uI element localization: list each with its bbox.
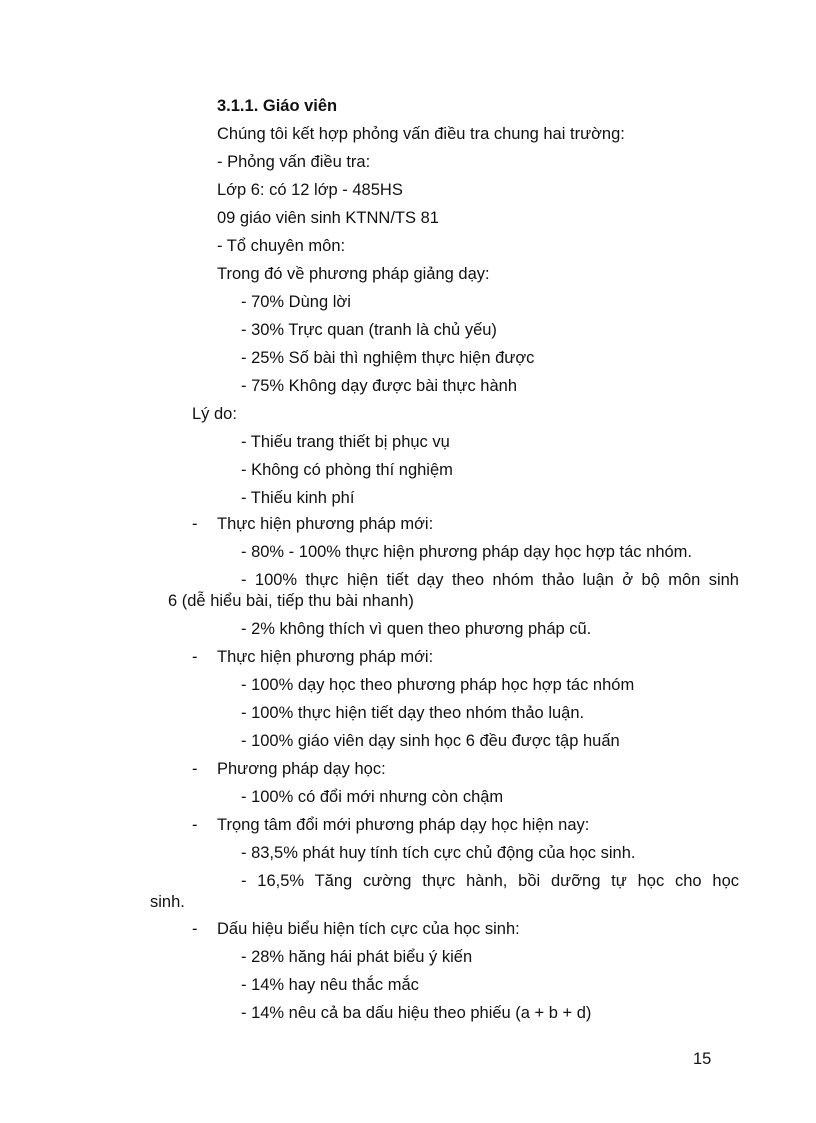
bullet-marker: - xyxy=(192,760,198,778)
reason-item: - Thiếu kinh phí xyxy=(241,489,355,507)
bullet-marker: - xyxy=(192,816,198,834)
list-item: - 2% không thích vì quen theo phương pháp cũ. xyxy=(241,620,592,638)
reason-label: Lý do: xyxy=(192,405,237,423)
method-item: - 75% Không dạy được bài thực hành xyxy=(241,377,517,395)
intro-line: Trong đó về phương pháp giảng dạy: xyxy=(217,265,490,283)
list-item: - 16,5% Tăng cường thực hành, bồi dưỡng tự học cho học xyxy=(241,872,739,890)
reason-item: - Không có phòng thí nghiệm xyxy=(241,461,453,479)
list-item: - 80% - 100% thực hiện phương pháp dạy học hợp tác nhóm. xyxy=(241,543,693,561)
list-item: - 28% hăng hái phát biểu ý kiến xyxy=(241,948,473,966)
method-item: - 25% Số bài thì nghiệm thực hiện được xyxy=(241,349,535,367)
list-item: - 100% dạy học theo phương pháp học hợp tác nhóm xyxy=(241,676,635,694)
list-item-continuation: 6 (dễ hiểu bài, tiếp thu bài nhanh) xyxy=(168,592,414,610)
intro-line: Chúng tôi kết hợp phỏng vấn điều tra chung hai trường: xyxy=(217,125,625,143)
list-item: - 100% giáo viên dạy sinh học 6 đều được tập huấn xyxy=(241,732,620,750)
section-title: Thực hiện phương pháp mới: xyxy=(217,515,434,533)
section-title: Phương pháp dạy học: xyxy=(217,760,386,778)
method-item: - 70% Dùng lời xyxy=(241,293,351,311)
list-item: - 100% có đổi mới nhưng còn chậm xyxy=(241,788,504,806)
section-heading: 3.1.1. Giáo viên xyxy=(217,97,338,115)
section-title: Trọng tâm đổi mới phương pháp dạy học hiện nay: xyxy=(217,816,590,834)
bullet-marker: - xyxy=(192,920,198,938)
list-item-continuation: sinh. xyxy=(150,893,185,911)
list-item: - 83,5% phát huy tính tích cực chủ động của học sinh. xyxy=(241,844,636,862)
section-title: Thực hiện phương pháp mới: xyxy=(217,648,434,666)
section-title: Dấu hiệu biểu hiện tích cực của học sinh: xyxy=(217,920,520,938)
method-item: - 30% Trực quan (tranh là chủ yếu) xyxy=(241,321,497,339)
reason-item: - Thiếu trang thiết bị phục vụ xyxy=(241,433,450,451)
list-item: - 14% nêu cả ba dấu hiệu theo phiếu (a + b + d) xyxy=(241,1004,592,1022)
bullet-marker: - xyxy=(192,648,198,666)
intro-line: Lớp 6: có 12 lớp - 485HS xyxy=(217,181,403,199)
bullet-marker: - xyxy=(192,515,198,533)
list-item: - 100% thực hiện tiết dạy theo nhóm thảo luận ở bộ môn sinh xyxy=(241,571,739,589)
intro-line: - Tổ chuyên môn: xyxy=(217,237,346,255)
list-item: - 100% thực hiện tiết dạy theo nhóm thảo luận. xyxy=(241,704,585,722)
intro-line: 09 giáo viên sinh KTNN/TS 81 xyxy=(217,209,439,227)
list-item: - 14% hay nêu thắc mắc xyxy=(241,976,419,994)
intro-line: - Phỏng vấn điều tra: xyxy=(217,153,371,171)
page-number: 15 xyxy=(693,1050,712,1068)
